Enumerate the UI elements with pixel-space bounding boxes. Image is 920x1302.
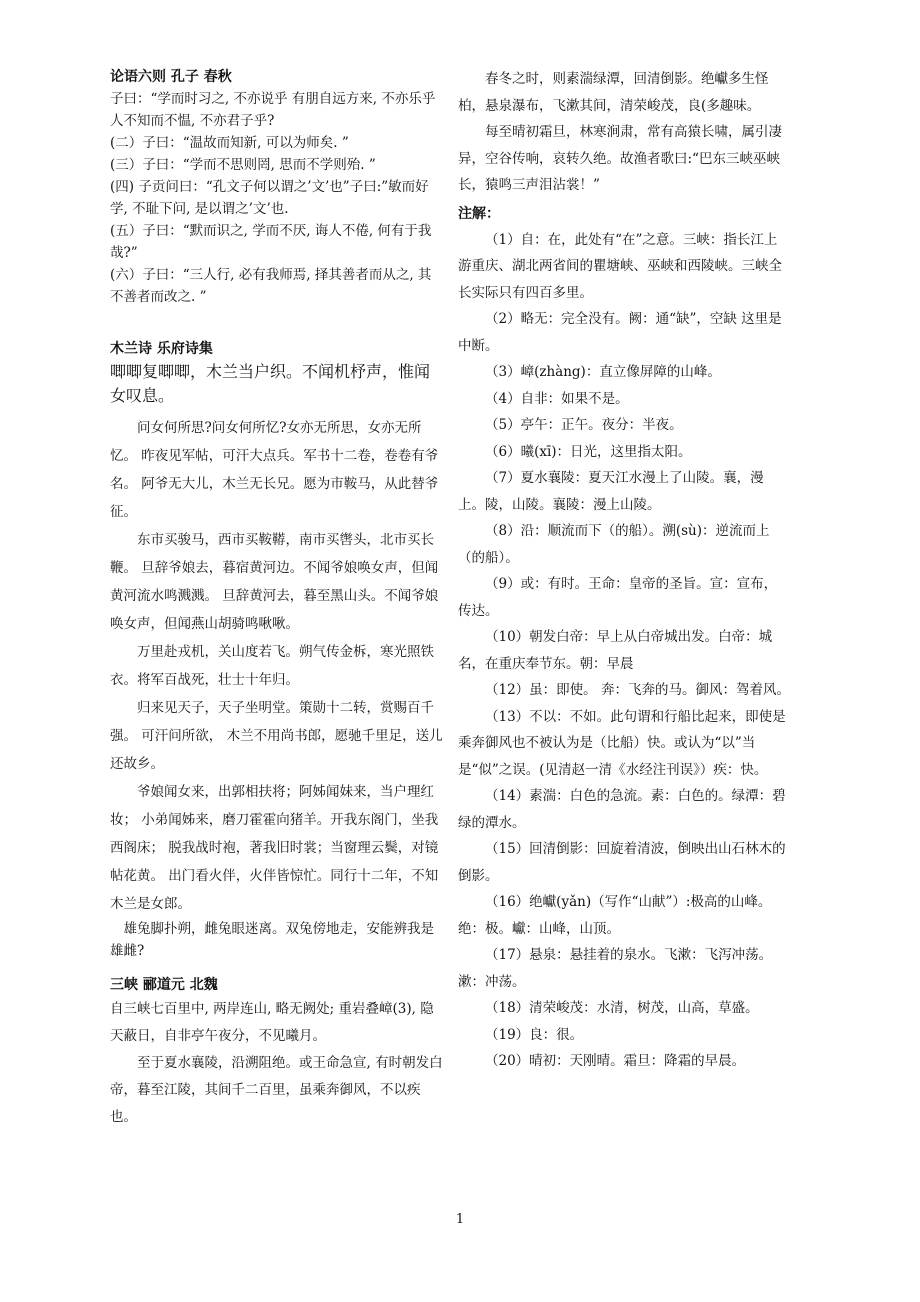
note-14: （14）素湍：白色的急流。素：白色的。绿潭：碧绿的潭水。 xyxy=(458,788,786,831)
note-8: （8）沿：顺流而下（的船）。溯(sù)：逆流而上（的船）。 xyxy=(458,523,770,566)
sanxia-para-4: 每至晴初霜旦，林寒涧肃，常有高猿长啸，属引凄异，空谷传响，哀转久绝。故渔者歌曰:“巴东三峡巫峡长，猿鸣三声泪沾裳！” xyxy=(458,124,782,193)
note-13: （13）不以：不如。此句谓和行船比起来，即使是乘奔御风也不被认为是（比船）快。或认为“以”当是“似”之误。(见清赵一清《水经注刊误》）疾：快。 xyxy=(458,708,786,778)
mulan-closing: 雄兔脚扑朔，雌兔眼迷离。双兔傍地走，安能辨我是雄雌? xyxy=(110,921,434,959)
left-column xyxy=(110,66,444,1131)
mulan-para-1: 问女何所思?问女何所忆?女亦无所思，女亦无所忆。 昨夜见军帖，可汗大点兵。军书十二卷，卷卷有爷名。 阿爷无大儿，木兰无长兄。愿为市鞍马，从此替爷征。 xyxy=(110,420,439,520)
lunyu-para-3: (三）子曰：“学而不思则罔, 思而不学则殆. ” xyxy=(110,157,376,173)
lunyu-para-6: (六）子曰：“三人行, 必有我师焉, 择其善者而从之, 其不善者而改之. ” xyxy=(110,267,432,305)
lunyu-para-4: (四) 子贡问曰：“孔文子何以谓之’文’也”子曰:”敏而好学, 不耻下问, 是以谓之’文’也. xyxy=(110,179,429,217)
note-9: （9）或：有时。王命：皇帝的圣旨。宣：宣布，传达。 xyxy=(458,576,778,619)
sanxia-para-2: 至于夏水襄陵，沿溯阻绝。或王命急宣, 有时朝发白帝，暮至江陵，其间千二百里，虽乘奔御风，不以疾也。 xyxy=(110,1055,443,1125)
sanxia-para-3: 春冬之时，则素湍绿潭，回清倒影。绝巘多生怪柏，悬泉瀑布，飞漱其间，清荣峻茂，良(多趣味。 xyxy=(458,71,769,114)
page-number: 1 xyxy=(455,1212,465,1227)
note-6: （6）曦(xī)：日光，这里指太阳。 xyxy=(485,443,692,460)
note-5: （5）亭午：正午。夜分：半夜。 xyxy=(485,417,683,433)
note-4: （4）自非：如果不是。 xyxy=(485,390,629,407)
mulan-para-3: 万里赴戎机，关山度若飞。朔气传金柝，寒光照铁衣。将军百战死，壮士十年归。 xyxy=(110,644,434,688)
note-12: （12）虽：即使。 奔：飞奔的马。御风：驾着风。 xyxy=(485,682,790,698)
lunyu-para-2: (二）子曰：“温故而知新, 可以为师矣. ” xyxy=(110,135,349,151)
note-1: （1）自：在，此处有“在”之意。三峡：指长江上游重庆、湖北两省间的瞿塘峡、巫峡和西陵峡。三峡全长实际只有四百多里。 xyxy=(458,231,782,301)
note-17: （17）悬泉：悬挂着的泉水。飞漱：飞泻冲荡。漱：冲荡。 xyxy=(458,947,773,990)
sanxia-title: 三峡 郦道元 北魏 xyxy=(110,977,218,993)
section-gap xyxy=(110,308,444,338)
lunyu-para-1: 子曰：“学而时习之, 不亦说乎 有朋自远方来, 不亦乐乎 人不知而不愠, 不亦君子乎? xyxy=(110,91,436,129)
note-3: （3）嶂(zhàng)：直立像屏障的山峰。 xyxy=(485,364,721,380)
mulan-para-2: 东市买骏马，西市买鞍鞯，南市买辔头，北市买长鞭。 旦辞爷娘去，暮宿黄河边。不闻爷娘唤女声，但闻黄河流水鸣溅溅。 旦辞黄河去，暮至黑山头。不闻爷娘唤女声，但闻燕山胡骑鸣啾啾。 xyxy=(110,532,439,632)
lunyu-para-5: (五）子曰：“默而识之, 学而不厌, 诲人不倦, 何有于我哉?” xyxy=(110,223,432,261)
note-16: （16）绝巘(yǎn)（写作“山献”）:极高的山峰。绝：极。巘：山峰，山顶。 xyxy=(458,894,772,937)
notes-title: 注解： xyxy=(458,205,500,222)
note-2: （2）略无：完全没有。阙：通“缺”，空缺 这里是中断。 xyxy=(458,311,782,354)
right-column xyxy=(458,66,790,1075)
note-18: （18）清荣峻茂：水清，树茂，山高，草盛。 xyxy=(485,1000,759,1016)
note-19: （19）良：很。 xyxy=(485,1026,584,1043)
note-20: （20）晴初：天刚晴。霜旦：降霜的早晨。 xyxy=(485,1053,746,1069)
note-7: （7）夏水襄陵：夏天江水漫上了山陵。襄，漫上。陵，山陵。襄陵：漫上山陵。 xyxy=(458,470,764,513)
lunyu-title: 论语六则 孔子 春秋 xyxy=(110,69,232,85)
mulan-para-4: 归来见天子，天子坐明堂。策勋十二转，赏赐百千强。 可汗问所欲， 木兰不用尚书郎，愿驰千里足，送儿还故乡。 xyxy=(110,700,443,772)
section-gap xyxy=(110,962,444,974)
sanxia-para-1: 自三峡七百里中, 两岸连山, 略无阙处; 重岩叠嶂(3), 隐天蔽日，自非亭午夜分，不见曦月。 xyxy=(110,1001,434,1044)
mulan-title: 木兰诗 乐府诗集 xyxy=(110,341,213,357)
note-10: （10）朝发白帝：早上从白帝城出发。白帝：城名，在重庆奉节东。朝：早晨 xyxy=(458,629,773,672)
mulan-opening: 唧唧复唧唧，木兰当户织。不闻机杼声，惟闻女叹息。 xyxy=(110,362,431,405)
mulan-para-5: 爷娘闻女来，出郭相扶将；阿姊闻妹来，当户理红妆； 小弟闻姊来，磨刀霍霍向猪羊。开我东阁门，坐我西阁床； 脱我战时袍，著我旧时裳；当窗理云鬓，对镜帖花黄。 出门看火伴，火伴皆惊忙。同行十二年，不知木兰是女郎。 xyxy=(110,784,439,912)
note-15: （15）回清倒影：回旋着清波，倒映出山石林木的倒影。 xyxy=(458,841,786,884)
